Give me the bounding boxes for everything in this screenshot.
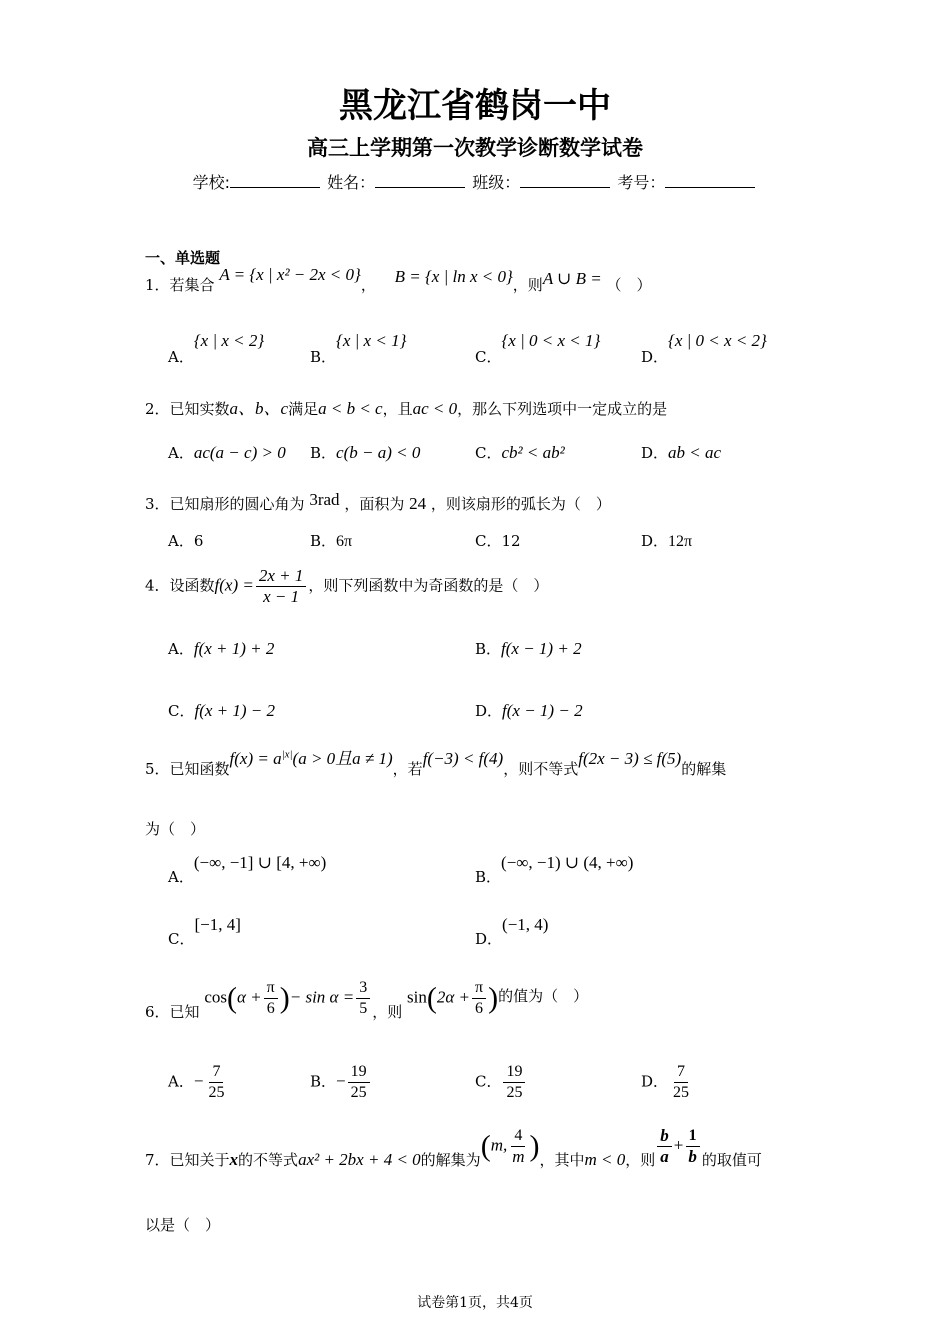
field-name-label: 姓名： — [327, 173, 376, 192]
q5-solution: 的解集 — [681, 760, 727, 778]
student-info-fields — [0, 170, 950, 193]
q2-number-text: 2．已知实数 — [145, 400, 230, 418]
q6-pi-over-6-b — [472, 978, 486, 1019]
q6-sin: sin — [407, 987, 427, 1007]
q4-option-a-math: f(x + 1) + 2 — [193, 639, 275, 658]
q2-ac: ac < 0 — [412, 399, 458, 418]
q1-option-a-label: A． — [168, 348, 194, 366]
q5-option-b[interactable] — [475, 852, 634, 886]
q7-then: ，则 — [625, 1150, 656, 1169]
q4-fx: f(x) = — [214, 575, 254, 595]
question-5-stem — [145, 748, 727, 779]
q3-tail: ，则该扇形的弧长为（ ） — [430, 495, 611, 513]
q6-option-d-frac — [670, 1062, 692, 1103]
q6-three-fifths — [356, 978, 370, 1019]
q3-option-a[interactable] — [168, 530, 203, 551]
q6-option-b-num: 19 — [348, 1062, 370, 1083]
q6-pi-num-b: π — [472, 978, 486, 999]
q7-b-den: b — [688, 1147, 697, 1166]
q2-option-d-math: ab < ac — [668, 443, 722, 462]
q2-option-b[interactable] — [310, 442, 420, 463]
q6-pi-den-b: 6 — [475, 1000, 484, 1017]
q7-where: ，其中 — [539, 1150, 585, 1169]
q2-satisfy: 满足 — [288, 400, 319, 418]
q3-option-b-math: 6π — [336, 533, 353, 550]
q6-option-c-frac — [503, 1062, 525, 1103]
q3-option-a-text: A．6 — [168, 532, 204, 550]
q7-plus: + — [673, 1135, 684, 1155]
q7-ineq: ax² + 2bx + 4 < 0 — [298, 1149, 421, 1169]
q2-option-a-label: A． — [168, 444, 194, 462]
q2-option-c-label: C． — [475, 444, 502, 462]
question-7-stem: 7．已知关于x的不等式ax² + 2bx + 4 < 0的解集为(m, $\frac{4}{m}$ )，其中m < 0，则 $\frac{b}{a}$ + $\frac{1}{b}$ 的取值可 — [145, 1126, 762, 1169]
q2-option-c-math: cb² < ab² — [501, 443, 565, 462]
q7-ineq-text: 的不等式 — [238, 1150, 299, 1169]
q5-ineq-text: ，则不等式 — [503, 760, 579, 778]
q3-angle: 3rad — [309, 490, 340, 509]
q4-option-a[interactable] — [168, 638, 274, 659]
q5-option-a[interactable] — [168, 852, 327, 886]
q5-option-d[interactable] — [475, 914, 549, 948]
q4-option-c-label: C． — [168, 702, 195, 720]
q6-option-c[interactable] — [475, 1062, 527, 1103]
q2-and: ，且 — [382, 400, 413, 418]
q1-option-c-label: C． — [475, 348, 502, 366]
q7-b: b — [657, 1126, 672, 1147]
field-id-blank[interactable] — [665, 173, 755, 188]
q2-option-a[interactable] — [168, 442, 286, 463]
q6-option-b-label: B． — [310, 1072, 337, 1091]
field-school-label: 学校: — [192, 173, 231, 192]
q7-b-over-a — [657, 1126, 672, 1167]
q1-option-a-math: {x | x < 2} — [193, 331, 265, 350]
q1-option-d[interactable] — [641, 330, 767, 366]
q7-one: 1 — [686, 1126, 700, 1147]
q7-m: m, — [490, 1135, 508, 1155]
q5-option-c-math: [−1, 4] — [194, 915, 241, 934]
q6-option-b-frac — [348, 1062, 370, 1103]
q5-option-a-math: (−∞, −1] ∪ [4, +∞) — [193, 853, 327, 872]
q6-option-a-sign: − — [193, 1071, 204, 1091]
q1-set-b: B = {x | ln x < 0} — [394, 267, 513, 286]
q7-frac-den: m — [512, 1147, 525, 1166]
q4-fraction — [256, 566, 307, 607]
q5-option-b-label: B． — [475, 868, 502, 886]
q1-option-b-label: B． — [310, 348, 337, 366]
q1-option-b-math: {x | x < 1} — [336, 331, 407, 350]
q1-option-a[interactable] — [168, 330, 265, 366]
q6-pi-over-6 — [264, 978, 278, 1019]
q7-one-over-b — [685, 1126, 700, 1167]
q6-pi-num: π — [264, 978, 278, 999]
q6-cos: cos — [204, 987, 227, 1007]
q3-option-c-text: C．12 — [475, 532, 521, 550]
q5-condition: (a > 0且a ≠ 1) — [292, 749, 393, 768]
q3-option-b[interactable] — [310, 530, 352, 551]
q1-comma: ， — [360, 276, 376, 294]
field-class-blank[interactable] — [520, 173, 610, 188]
q3-option-d[interactable] — [641, 530, 692, 551]
q5-number-text: 5．已知函数 — [145, 760, 230, 778]
q1-number-text: 1．若集合 — [145, 276, 215, 294]
q3-area-value: 24 — [409, 494, 427, 513]
q1-union: A ∪ B = — [542, 269, 602, 288]
q4-option-d-math: f(x − 1) − 2 — [502, 701, 583, 720]
q6-option-a-num: 7 — [209, 1062, 223, 1083]
q7-solution-text: 的解集为 — [420, 1150, 481, 1169]
q7-frac-num: 4 — [511, 1126, 525, 1147]
q2-option-d-label: D． — [641, 444, 669, 462]
q4-option-d-label: D． — [475, 702, 503, 720]
q6-option-d-num: 7 — [674, 1062, 688, 1083]
q1-option-d-label: D． — [641, 348, 669, 366]
q6-two-alpha-plus: 2α + — [436, 987, 470, 1007]
q5-option-d-math: (−1, 4) — [502, 915, 549, 934]
q6-frac-num: 3 — [356, 978, 370, 999]
q6-option-d-label: D． — [641, 1072, 669, 1091]
q7-tail: 的取值可 — [701, 1150, 762, 1169]
q4-option-c[interactable] — [168, 700, 275, 721]
page-footer: 试卷第1页，共4页 — [417, 1295, 533, 1311]
q4-tail: ，则下列函数中为奇函数的是（ ） — [308, 576, 549, 595]
question-3-stem — [145, 490, 611, 514]
q7-number-text: 7．已知关于 — [145, 1150, 230, 1169]
q5-exponent: |x| — [281, 748, 293, 761]
question-2-stem — [145, 394, 667, 419]
q5-ineq: f(2x − 3) ≤ f(5) — [578, 749, 682, 768]
exam-title: 黑龙江省鹤岗一中 — [339, 86, 611, 126]
q6-number-text: 6．已知 — [145, 1002, 200, 1021]
q6-option-b[interactable] — [310, 1062, 372, 1103]
q5-option-c-label: C． — [168, 930, 195, 948]
q4-option-d[interactable] — [475, 700, 583, 721]
q3-option-d-label: D． — [641, 532, 669, 550]
section-heading: 一、单选题 — [145, 249, 221, 267]
q4-denominator: x − 1 — [263, 587, 300, 606]
q4-option-b[interactable] — [475, 638, 582, 659]
q6-tail: 的值为（ ） — [498, 986, 589, 1005]
q5-option-b-math: (−∞, −1) ∪ (4, +∞) — [501, 853, 634, 872]
field-class-label: 班级： — [472, 173, 521, 192]
q2-option-d[interactable] — [641, 442, 721, 463]
q6-pi-den: 6 — [266, 1000, 275, 1017]
field-id-label: 考号： — [617, 173, 666, 192]
field-name-blank[interactable] — [375, 173, 465, 188]
q1-option-d-math: {x | 0 < x < 2} — [668, 331, 767, 350]
q1-option-c-math: {x | 0 < x < 1} — [501, 331, 601, 350]
q7-four-over-m — [509, 1126, 527, 1167]
q2-tail: ，那么下列选项中一定成立的是 — [457, 400, 668, 418]
q5-stem-continued: 为（ ） — [145, 820, 206, 838]
question-1-stem — [145, 265, 652, 295]
q5-fx: f(x) = a — [229, 749, 282, 768]
q5-option-a-label: A． — [168, 868, 194, 886]
q6-frac-den: 5 — [359, 1000, 368, 1017]
q6-option-a[interactable] — [168, 1062, 229, 1103]
q6-option-d-den: 25 — [673, 1084, 690, 1101]
q5-option-d-label: D． — [475, 930, 503, 948]
question-6-stem: 6．已知 cos(α + $\frac{\pi}{6}$ )− sin α = $\frac{3}{5}$ ，则 sin(2α + $\frac{\pi}{6}$ )的值为（ ） — [145, 979, 589, 1021]
q5-if: ，若 — [392, 760, 423, 778]
q5-option-c[interactable] — [168, 914, 241, 948]
q6-alpha-plus: α + — [237, 987, 262, 1007]
q1-option-c[interactable] — [475, 330, 601, 366]
q7-x: x — [229, 1149, 239, 1169]
q6-option-a-frac — [205, 1062, 227, 1103]
q5-compare: f(−3) < f(4) — [422, 749, 504, 768]
field-school-blank[interactable] — [230, 173, 320, 188]
q3-area-text: ，面积为 — [344, 495, 405, 513]
q1-paren: （ ） — [606, 276, 652, 294]
q2-option-c[interactable] — [475, 442, 565, 463]
q7-a: a — [660, 1147, 669, 1166]
q3-option-d-math: 12π — [668, 533, 693, 550]
q1-then: ，则 — [512, 276, 543, 294]
q3-option-c[interactable] — [475, 530, 521, 551]
exam-subtitle: 高三上学期第一次教学诊断数学试卷 — [307, 135, 643, 160]
q6-option-c-label: C． — [475, 1072, 502, 1091]
q6-option-a-label: A． — [168, 1072, 194, 1091]
q6-option-c-num: 19 — [503, 1062, 525, 1083]
q3-number-text: 3．已知扇形的圆心角为 — [145, 495, 305, 513]
q4-option-a-label: A． — [168, 640, 194, 658]
question-4-stem — [145, 566, 548, 607]
q2-vars: a、b、c — [229, 399, 289, 418]
q4-option-c-math: f(x + 1) − 2 — [194, 701, 276, 720]
q2-option-a-math: ac(a − c) > 0 — [193, 443, 286, 462]
q4-option-b-math: f(x − 1) + 2 — [501, 639, 582, 658]
q4-number-text: 4．设函数 — [145, 576, 215, 595]
q7-m-neg: m < 0 — [584, 1149, 626, 1169]
q7-stem-continued: 以是（ ） — [145, 1216, 221, 1234]
q2-option-b-math: c(b − a) < 0 — [336, 443, 421, 462]
q4-numerator: 2x + 1 — [256, 566, 307, 587]
q6-minus-sin: − sin α = — [289, 987, 355, 1007]
q1-option-b[interactable] — [310, 330, 407, 366]
q6-option-a-den: 25 — [208, 1084, 225, 1101]
q5-function — [230, 749, 393, 768]
q2-option-b-label: B． — [310, 444, 337, 462]
q6-option-b-sign: − — [336, 1071, 346, 1091]
q6-then: ，则 — [372, 1002, 403, 1021]
q3-option-b-label: B． — [310, 532, 337, 550]
q6-option-c-den: 25 — [506, 1084, 523, 1101]
q2-ineq: a < b < c — [318, 399, 383, 418]
q4-option-b-label: B． — [475, 640, 502, 658]
q6-option-b-den: 25 — [350, 1084, 367, 1101]
q1-set-a: A = {x | x² − 2x < 0} — [219, 265, 361, 284]
q6-option-d[interactable] — [641, 1062, 694, 1103]
